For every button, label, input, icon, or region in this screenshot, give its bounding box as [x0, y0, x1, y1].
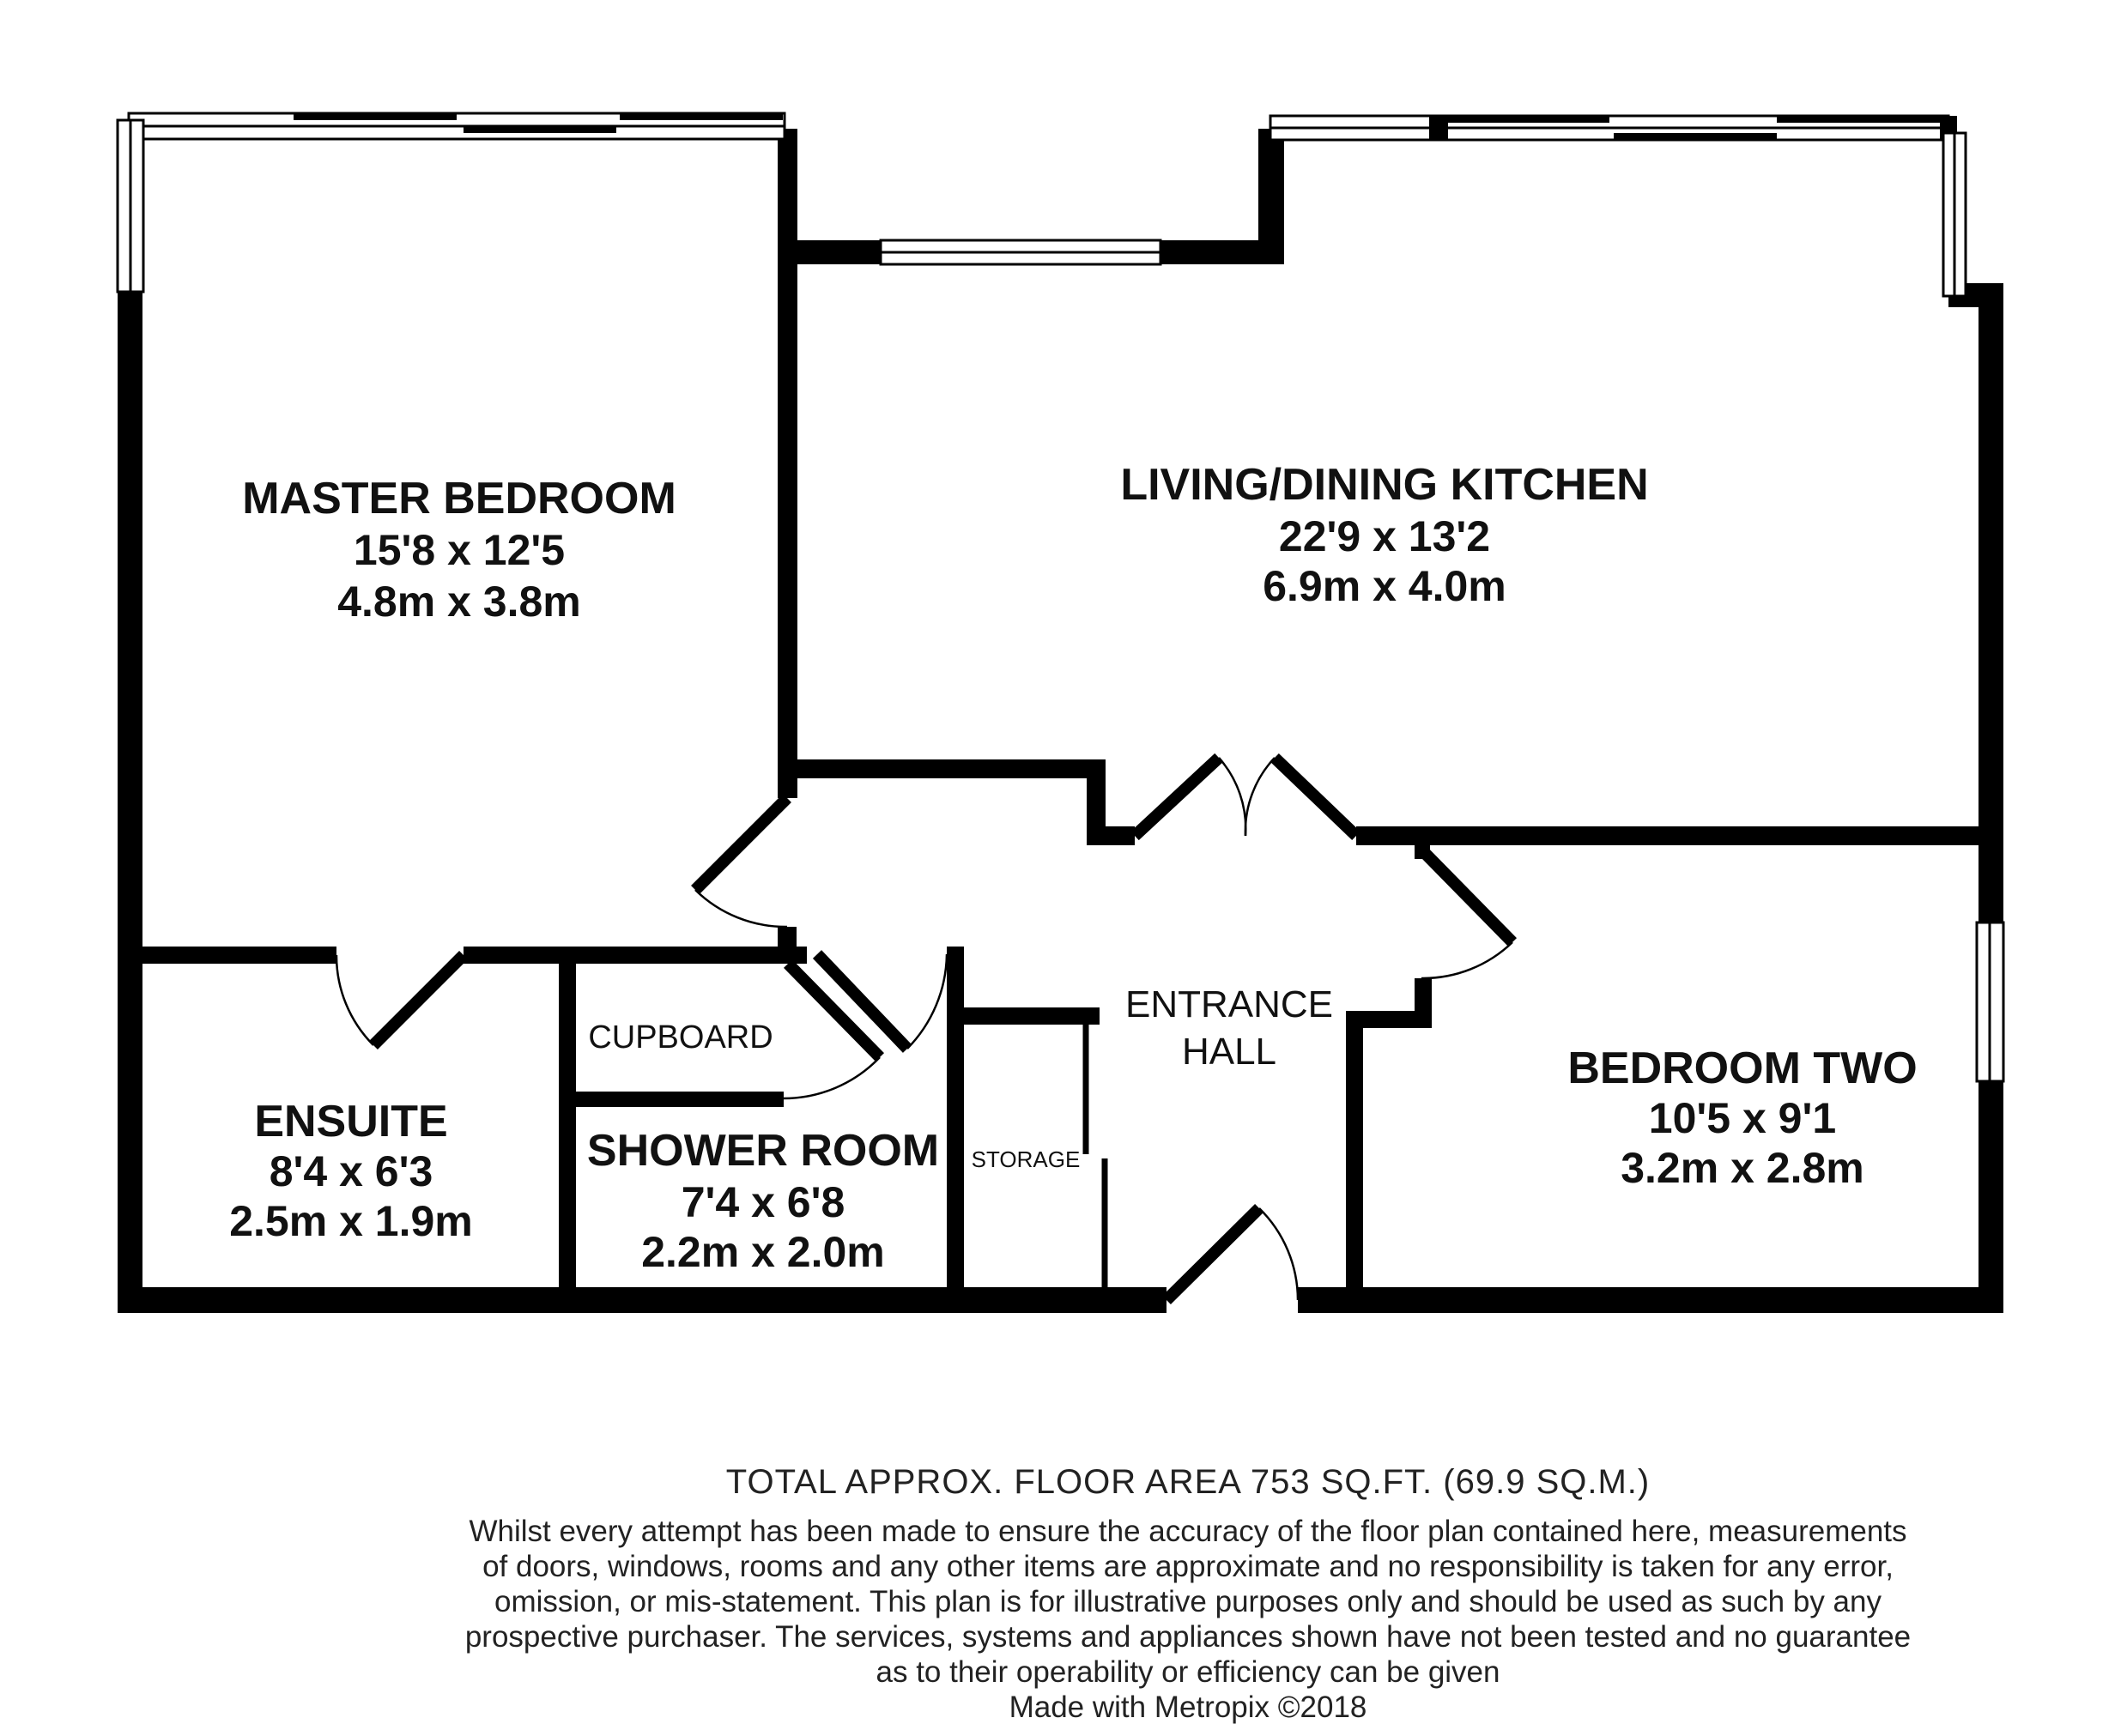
- total-floor-area: TOTAL APPROX. FLOOR AREA 753 SQ.FT. (69.9 SQ.M.): [725, 1463, 1651, 1501]
- credit-line: Made with Metropix ©2018: [1009, 1691, 1367, 1724]
- ensuite-imperial: 8'4 x 6'3: [269, 1147, 433, 1195]
- ensuite-metric: 2.5m x 1.9m: [229, 1197, 473, 1245]
- entrance-hall-line1: ENTRANCE: [1124, 983, 1334, 1025]
- disclaimer-line: as to their operability or efficiency can be given: [876, 1655, 1500, 1689]
- cupboard-label: [588, 1019, 773, 1056]
- storage-label: [972, 1146, 1081, 1172]
- living-dining-kitchen-name: LIVING/DINING KITCHEN: [1120, 460, 1649, 510]
- master-bedroom-imperial: 15'8 x 12'5: [353, 526, 566, 574]
- shower-room-label: [587, 1126, 939, 1276]
- bedroom-two-imperial: 10'5 x 9'1: [1648, 1094, 1837, 1142]
- living-dining-kitchen-imperial: 22'9 x 13'2: [1278, 512, 1491, 560]
- shower-room-name: SHOWER ROOM: [586, 1126, 940, 1176]
- cupboard-name: CUPBOARD: [588, 1019, 773, 1056]
- disclaimer-line: Whilst every attempt has been made to ensure the accuracy of the floor plan contained here, measurements: [469, 1515, 1907, 1548]
- living-dining-kitchen-label: [1120, 460, 1648, 610]
- ensuite-label: [229, 1097, 473, 1245]
- footer: [0, 1463, 2127, 1725]
- storage-name: STORAGE: [971, 1146, 1081, 1172]
- master-bedroom-metric: 4.8m x 3.8m: [337, 578, 581, 626]
- master-bedroom-name: MASTER BEDROOM: [242, 474, 676, 523]
- shower-room-metric: 2.2m x 2.0m: [641, 1228, 885, 1276]
- bedroom-two-label: [1567, 1043, 1917, 1192]
- living-dining-kitchen-metric: 6.9m x 4.0m: [1263, 562, 1506, 610]
- disclaimer-line: prospective purchaser. The services, systems and appliances shown have not been tested and no guarantee: [464, 1620, 1912, 1654]
- doors: [336, 758, 1512, 1300]
- ensuite-name: ENSUITE: [254, 1097, 448, 1146]
- entrance-hall-line2: HALL: [1181, 1031, 1277, 1073]
- bedroom-two-name: BEDROOM TWO: [1567, 1043, 1918, 1093]
- entrance-hall-label: [1125, 983, 1333, 1073]
- bedroom-two-metric: 3.2m x 2.8m: [1621, 1144, 1864, 1192]
- disclaimer-line: of doors, windows, rooms and any other items are approximate and no responsibility is taken for any error,: [482, 1550, 1894, 1583]
- storage-partitions: [1086, 1025, 1105, 1291]
- master-bedroom-label: [242, 474, 676, 626]
- disclaimer-line: omission, or mis-statement. This plan is for illustrative purposes only and should be used as such by any: [494, 1585, 1882, 1618]
- shower-room-imperial: 7'4 x 6'8: [681, 1178, 845, 1226]
